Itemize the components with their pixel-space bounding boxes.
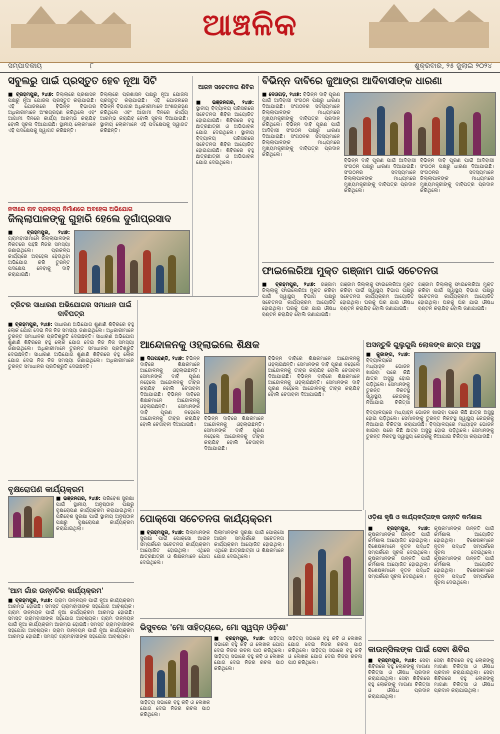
story-13-body-col3: ସାହିତ୍ୟ ସଭାରେ ବହୁ କବି ଓ ଲେଖକ ଯୋଗ ଦେଇ ନିଜର ରଚନା ପାଠ କରିଥିଲେ।: [140, 700, 210, 718]
dateline: [0, 62, 500, 71]
photo-person-figure: [157, 670, 165, 697]
headline-story-13: ଭିସୁବରେ 'ମୋ ସାହିତ୍ୟରେ, ମୋ ସ୍ୱପ୍ନ ଓଡ଼ିଶା': [140, 622, 289, 632]
photo-person-figure: [180, 650, 188, 697]
photo-person-figure: [117, 244, 125, 293]
headline-story-10: ପୋକ୍ସୋ ସଚେତନତା କାର୍ଯ୍ୟକ୍ରମ: [140, 514, 272, 525]
section-rule: [8, 582, 134, 583]
photo-sick-students: [414, 352, 496, 408]
photo-person-figure: [390, 122, 398, 155]
photo-person-figure: [168, 660, 176, 697]
photo-person-figure: [156, 265, 164, 293]
photo-collector-meeting: [74, 230, 190, 294]
photo-person-figure: [305, 563, 313, 615]
headline-story-3: ବିଭିନ୍ନ ଦାବିରେ ଜୁଆଙ୍ଗ ଆଦିବାସୀଙ୍କ ଧାରଣା: [262, 76, 443, 87]
photo-person-figure: [404, 112, 412, 155]
headline-story-1: ସବୁଲରୁ ପାଇଁ ପ୍ରସ୍ତୁତ ହେବ ନୂଆ ସିଟି: [8, 76, 157, 87]
column-divider: [192, 76, 193, 296]
story-7-body-col3: ବିଭିନ୍ନ ଦାବିରେ ଶିକ୍ଷକମାନେ ଆନ୍ଦୋଳନକୁ ଓହ୍ଲାଇଛନ୍ତି। ସେମାନଙ୍କ ଦାବି ପୂରଣ ନହେଲେ ଆନ୍ଦୋଳନକୁ ତୀବ୍ର କରାଯିବ ବୋଲି ଚେତାବନୀ ଦିଆଯାଇଛି। ବିଭିନ୍ନ ଦାବିରେ ଶିକ୍ଷକମାନେ ଆନ୍ଦୋଳନକୁ ଓହ୍ଲାଇଛନ୍ତି। ସେମାନଙ୍କ ଦାବି ପୂରଣ ନହେଲେ ଆନ୍ଦୋଳନକୁ ତୀବ୍ର କରାଯିବ ବୋଲି ଚେତାବନୀ ଦିଆଯାଇଛି।: [268, 356, 360, 398]
photo-person-figure: [330, 570, 338, 615]
story-10-body-col2: ପିଲାମାନଙ୍କ ସୁରକ୍ଷା ପାଇଁ ପୋକ୍ସୋ ଆଇନ ସମ୍ପର୍କରେ ସଚେତନତା କାର୍ଯ୍ୟକ୍ରମ ଆୟୋଜିତ ହୋଇଥିଲା। ଏଥିରେ ଛାତ୍ରଛାତ୍ରୀ ଓ ଶିକ୍ଷକମାନେ ଯୋଗ ଦେଇଥିଲେ।: [214, 530, 284, 560]
edition-label: ସମ୍ପାଦକୀୟ: [8, 62, 42, 70]
section-rule: [140, 618, 362, 619]
headline-story-8: ଅସନ୍ତୁଳି ଗୁଲୁଗୁଲି ଲୋକଙ୍କ ଛାତ୍ର ଅସୁସ୍ଥ: [366, 340, 481, 349]
photo-person-figure: [459, 122, 467, 155]
photo-person-figure: [24, 506, 32, 537]
masthead: [0, 0, 500, 63]
story-8-body: ■ କୁଜାଙ୍ଗ, ୨୪ା୭: ବିଦ୍ୟାଳୟରେ ମଧ୍ୟାହ୍ନ ଭୋଜନ ଖାଇବା ପରେ କିଛି ଛାତ୍ର ଅସୁସ୍ଥ ହୋଇ ପଡ଼ିଥିଲେ। ସେମାନଙ୍କୁ ତୁରନ୍ତ ନିକଟସ୍ଥ ସ୍ୱାସ୍ଥ୍ୟ କେନ୍ଦ୍ରକୁ ନିଆଯାଇ ଚିକିତ୍ସା: [366, 352, 410, 406]
photo-person-figure: [233, 388, 241, 413]
photo-person-figure: [13, 512, 21, 537]
story-8-body-col2: ବିଦ୍ୟାଳୟରେ ମଧ୍ୟାହ୍ନ ଭୋଜନ ଖାଇବା ପରେ କିଛି ଛାତ୍ର ଅସୁସ୍ଥ ହୋଇ ପଡ଼ିଥିଲେ। ସେମାନଙ୍କୁ ତୁରନ୍ତ ନିକଟସ୍ଥ ସ୍ୱାସ୍ଥ୍ୟ କେନ୍ଦ୍ରକୁ ନିଆଯାଇ ଚିକିତ୍ସା କରାଯାଉଛି। ବିଦ୍ୟାଳୟରେ ମଧ୍ୟାହ୍ନ ଭୋଜନ ଖାଇବା ପରେ କିଛି ଛାତ୍ର ଅସୁସ୍ଥ ହୋଇ ପଡ଼ିଥିଲେ। ସେମାନଙ୍କୁ ତୁରନ୍ତ ନିକଟସ୍ଥ ସ୍ୱାସ୍ଥ୍ୟ କେନ୍ଦ୍ରକୁ ନିଆଯାଇ ଚିକିତ୍ସା କରାଯାଉଛି।: [366, 410, 494, 440]
headline-story-14: କାଉନ୍ସିଲଙ୍କ ପାଇଁ ସେବା ଶିବିର: [368, 644, 470, 654]
issue-date: ଶୁକ୍ରବାର, ୨୫ ଜୁଲାଇ ୨୦୨୪: [414, 62, 492, 70]
photo-person-figure: [343, 556, 351, 615]
section-title: ଆଞ୍ଚଳିକ: [202, 8, 298, 43]
story-10-body: ■ ବ୍ରହ୍ମପୁର, ୨୪ା୭: ପିଲାମାନଙ୍କ ସୁରକ୍ଷା ପାଇଁ ପୋକ୍ସୋ ଆଇନ ସମ୍ପର୍କରେ ସଚେତନତା କାର୍ଯ୍ୟକ୍ରମ ଆୟୋଜିତ ହୋଇଥିଲା। ଏଥିରେ ଛାତ୍ରଛାତ୍ରୀ ଓ ଶିକ୍ଷକମାନେ ଯୋଗ ଦେଇଥିଲେ।: [140, 530, 210, 566]
section-rule: [140, 510, 362, 511]
column-divider: [137, 300, 138, 550]
photo-person-figure: [143, 250, 151, 293]
photo-person-figure: [419, 365, 427, 407]
photo-person-figure: [377, 106, 385, 155]
photo-person-figure: [79, 250, 87, 293]
headline-story-2: ଆଜନ ସଚେତନତା ଶିବିର: [198, 84, 254, 91]
story-3-body-col2: ବିଭିନ୍ନ ଦାବି ପୂରଣ ପାଇଁ ଆଦିବାସୀ ସଂଗଠନ ପକ୍ଷରୁ ଧାରଣା ଦିଆଯାଇଛି। ସଂଗଠନର ସଦସ୍ୟମାନେ ଜିଲ୍ଲାପାଳଙ୍କ ମାଧ୍ୟମରେ ମୁଖ୍ୟମନ୍ତ୍ରୀଙ୍କୁ ଦାବିପତ୍ର ପ୍ରଦାନ କରିଥିଲେ।: [344, 158, 416, 194]
section-rule: [368, 640, 494, 641]
photo-person-figure: [349, 127, 357, 155]
section-rule: [8, 202, 188, 203]
story-5-body-col2: ଗଞ୍ଜାମ ଜିଲ୍ଲାକୁ ଫାଇଲେରିଆ ମୁକ୍ତ କରିବା ପାଇଁ ସ୍ୱାସ୍ଥ୍ୟ ବିଭାଗ ପକ୍ଷରୁ ସଚେତନତା କାର୍ଯ୍ୟକ୍ରମ ଆୟୋଜିତ ହୋଇଥିଲା। ଘରକୁ ଘର ଯାଇ ଔଷଧ ବଣ୍ଟନ କରାଯିବ ବୋଲି ଜଣାଯାଇଛି।: [340, 282, 414, 312]
story-2-body: ■ ଭଞ୍ଜନଗର, ୨୪ା୭: ସ୍ଥାନୀୟ ବିଦ୍ୟାଳୟ ପରିସରରେ ସଚେତନତା ଶିବିର ଆୟୋଜିତ ହୋଇଯାଇଛି। ଶିବିରରେ ବହୁ ଛାତ୍ରଛାତ୍ରୀ ଓ ଅଭିଭାବକ ଯୋଗ ଦେଇଥିଲେ। ସ୍ଥାନୀୟ ବିଦ୍ୟାଳୟ ପରିସରରେ ସଚେତନତା ଶିବିର ଆୟୋଜିତ ହୋଇଯାଇଛି। ଶିବିରରେ ବହୁ ଛାତ୍ରଛାତ୍ରୀ ଓ ଅଭିଭାବକ ଯୋଗ ଦେଇଥିଲେ।: [196, 100, 254, 166]
photo-person-figure: [221, 374, 229, 413]
story-11-body-col2: କୃଷକମାନଙ୍କ ଉନ୍ନତି ପାଇଁ କର୍ମଶାଳା ଆୟୋଜିତ ହୋଇଥିଲା। ବିଶେଷଜ୍ଞମାନେ ନୂତନ ପଦ୍ଧତି ସମ୍ପର୍କରେ ସୂଚନା ଦେଇଥିଲେ। କୃଷକମାନଙ୍କ ଉନ୍ନତି ପାଇଁ କର୍ମଶାଳା ଆୟୋଜିତ ହୋଇଥିଲା। ବିଶେଷଜ୍ଞମାନେ ନୂତନ ପଦ୍ଧତି ସମ୍ପର୍କରେ ସୂଚନା ଦେଇଥିଲେ।: [434, 526, 494, 586]
photo-person-figure: [145, 655, 153, 697]
photo-person-figure: [446, 369, 454, 407]
headline-story-12: 'ଆମ ଗାଁର ଉନ୍ନତିର କାର୍ଯ୍ୟକ୍ରମ': [8, 586, 104, 595]
temple-illustration-right: [364, 4, 494, 50]
column-divider: [258, 76, 259, 296]
story-11-body: ■ ବ୍ରହ୍ମପୁର, ୨୪ା୭: କୃଷକମାନଙ୍କ ଉନ୍ନତି ପାଇଁ କର୍ମଶାଳା ଆୟୋଜିତ ହୋଇଥିଲା। ବିଶେଷଜ୍ଞମାନେ ନୂତନ ପଦ୍ଧତି ସମ୍ପର୍କରେ ସୂଚନା ଦେଇଥିଲେ। କୃଷକମାନଙ୍କ ଉନ୍ନତି ପାଇଁ କର୍ମଶାଳା ଆୟୋଜିତ ହୋଇଥିଲା। ବିଶେଷଜ୍ଞମାନେ ନୂତନ ପଦ୍ଧତି ସମ୍ପର୍କରେ ସୂଚନା ଦେଇଥିଲେ।: [368, 526, 430, 580]
column-divider: [365, 510, 366, 734]
headline-story-11: ଓଡ଼ିଶା କୃଷି ଓ କାର୍ଯ୍ୟକର୍ତ୍ତାଙ୍କ ଉନ୍ନତି କର୍ମଶାଳା: [368, 514, 482, 521]
photo-person-figure: [105, 255, 113, 293]
photo-person-figure: [92, 265, 100, 293]
story-12-body: ■ ବ୍ରହ୍ମପୁର, ୨୪ା୭: ଗ୍ରାମ ଉନ୍ନୟନ ପାଇଁ ନୂଆ କାର୍ଯ୍ୟକ୍ରମ ଆରମ୍ଭ ହୋଇଛି। ସମସ୍ତ ଗ୍ରାମବାସୀଙ୍କ ସହଯୋଗ ଆବଶ୍ୟକ। ଗ୍ରାମ ଉନ୍ନୟନ ପାଇଁ ନୂଆ କାର୍ଯ୍ୟକ୍ରମ ଆରମ୍ଭ ହୋଇଛି। ସମସ୍ତ ଗ୍ରାମବାସୀଙ୍କ ସହଯୋଗ ଆବଶ୍ୟକ। ଗ୍ରାମ ଉନ୍ନୟନ ପାଇଁ ନୂଆ କାର୍ଯ୍ୟକ୍ରମ ଆରମ୍ଭ ହୋଇଛି। ସମସ୍ତ ଗ୍ରାମବାସୀଙ୍କ ସହଯୋଗ ଆବଶ୍ୟକ। ଗ୍ରାମ ଉନ୍ନୟନ ପାଇଁ ନୂଆ କାର୍ଯ୍ୟକ୍ରମ ଆରମ୍ଭ ହୋଇଛି। ସମସ୍ତ ଗ୍ରାମବାସୀଙ୍କ ସହଯୋଗ ଆବଶ୍ୟକ।: [8, 598, 134, 640]
story-6-body: ■ ବ୍ରହ୍ମପୁର, ୨୪ା୭: ସାଧାରଣ ଅଭିଯୋଗ ଶୁଣାଣି ଶିବିରରେ ବହୁ ଲୋକ ଯୋଗ ଦେଇ ନିଜ ନିଜ ସମସ୍ୟା ଜଣାଇଥିଲେ। ଅଧିକାରୀମାନେ ତୁରନ୍ତ ସମାଧାନର ପ୍ରତିଶ୍ରୁତି ଦେଇଛନ୍ତି। ସାଧାରଣ ଅଭିଯୋଗ ଶୁଣାଣି ଶିବିରରେ ବହୁ ଲୋକ ଯୋଗ ଦେଇ ନିଜ ନିଜ ସମସ୍ୟା ଜଣାଇଥିଲେ। ଅଧିକାରୀମାନେ ତୁରନ୍ତ ସମାଧାନର ପ୍ରତିଶ୍ରୁତି ଦେଇଛନ୍ତି। ସାଧାରଣ ଅଭିଯୋଗ ଶୁଣାଣି ଶିବିରରେ ବହୁ ଲୋକ ଯୋଗ ଦେଇ ନିଜ ନିଜ ସମସ୍ୟା ଜଣାଇଥିଲେ। ଅଧିକାରୀମାନେ ତୁରନ୍ତ ସମାଧାନର ପ୍ରତିଶ୍ରୁତି ଦେଇଛନ୍ତି।: [8, 322, 134, 370]
photo-person-figure: [34, 516, 42, 537]
story-7-body-col2: ବିଭିନ୍ନ ଦାବିରେ ଶିକ୍ଷକମାନେ ଆନ୍ଦୋଳନକୁ ଓହ୍ଲାଇଛନ୍ତି। ସେମାନଙ୍କ ଦାବି ପୂରଣ ନହେଲେ ଆନ୍ଦୋଳନକୁ ତୀବ୍ର କରାଯିବ ବୋଲି ଚେତାବନୀ ଦିଆଯାଇଛି।: [204, 416, 264, 452]
photo-person-figure: [168, 255, 176, 293]
headline-story-6: ଟ୍ରିଟର ସାଧାରଣ ଅଭିଯୋଗର ସମାଧାନ ପାଇଁ ଦାବିପତ୍ର: [10, 300, 132, 318]
story-4-body: ■ ବ୍ରହ୍ମପୁର, ୨୪ା୭: ଗ୍ରାମବାସୀମାନେ ଜିଲ୍ଲାପାଳଙ୍କ ନିକଟରେ ପହଞ୍ଚି ନିଜର ସମସ୍ୟା ଜଣାଇଥିଲେ। ପ୍ରକଳ୍ପ କାର୍ଯ୍ୟରେ ଅବହେଳା ହେଉଥିବା ଅଭିଯୋଗ କରି ତୁରନ୍ତ ପଦକ୍ଷେପ ନେବାକୁ ଦାବି କରାଯାଇଛି।: [8, 230, 70, 278]
photo-person-figure: [318, 549, 326, 615]
headline-story-5: ଫାଇଲେରିଆ ମୁକ୍ତ ଗଞ୍ଜାମ ପାଇଁ ସଚେତନତା: [262, 266, 439, 277]
story-1-body-col2: ଜିଲ୍ଲାରେ ପ୍ରଶାସନ ପକ୍ଷରୁ ନୂଆ ଯୋଜନା ପ୍ରସ୍ତୁତ କରାଯାଇଛି। ଏହି ଯୋଜନାରେ ବିଭିନ୍ନ ବିଭାଗର ଅଧିକାରୀମାନେ ଅଂଶଗ୍ରହଣ କରିଥିଲେ ଏବଂ ଆଗାମୀ ଦିନରେ କାର୍ଯ୍ୟ ଆରମ୍ଭ କରାଯିବ ବୋଲି ସୂଚନା ଦିଆଯାଇଛି। ସ୍ଥାନୀୟ ଲୋକମାନେ ଏହି ପଦକ୍ଷେପକୁ ସ୍ୱାଗତ କରିଛନ୍ତି।: [100, 92, 188, 134]
story-14-body-col2: ସେବା ଶିବିରରେ ବହୁ ଲୋକଙ୍କୁ ମାଗଣା ଚିକିତ୍ସା ଓ ଔଷଧ ପ୍ରଦାନ କରାଯାଇଥିଲା। ସେବା ଶିବିରରେ ବହୁ ଲୋକଙ୍କୁ ମାଗଣା ଚିକିତ୍ସା ଓ ଔଷଧ ପ୍ରଦାନ କରାଯାଇଥିଲା।: [434, 658, 494, 694]
photo-person-figure: [245, 378, 253, 413]
story-1-body: ■ ବ୍ରହ୍ମପୁର, ୨୪ା୭: ଜିଲ୍ଲାରେ ପ୍ରଶାସନ ପକ୍ଷରୁ ନୂଆ ଯୋଜନା ପ୍ରସ୍ତୁତ କରାଯାଇଛି। ଏହି ଯୋଜନାରେ ବିଭିନ୍ନ ବିଭାଗର ଅଧିକାରୀମାନେ ଅଂଶଗ୍ରହଣ କରିଥିଲେ ଏବଂ ଆଗାମୀ ଦିନରେ କାର୍ଯ୍ୟ ଆରମ୍ଭ କରାଯିବ ବୋଲି ସୂଚନା ଦିଆଯାଇଛି। ସ୍ଥାନୀୟ ଲୋକମାନେ ଏହି ପଦକ୍ଷେପକୁ ସ୍ୱାଗତ କରିଛନ୍ତି।: [8, 92, 96, 134]
photo-person-figure: [209, 383, 217, 413]
column-divider: [363, 340, 364, 510]
photo-person-figure: [473, 112, 481, 155]
story-5-body-col3: ଗଞ୍ଜାମ ଜିଲ୍ଲାକୁ ଫାଇଲେରିଆ ମୁକ୍ତ କରିବା ପାଇଁ ସ୍ୱାସ୍ଥ୍ୟ ବିଭାଗ ପକ୍ଷରୁ ସଚେତନତା କାର୍ଯ୍ୟକ୍ରମ ଆୟୋଜିତ ହୋଇଥିଲା। ଘରକୁ ଘର ଯାଇ ଔଷଧ ବଣ୍ଟନ କରାଯିବ ବୋଲି ଜଣାଯାଇଛି।: [418, 282, 494, 312]
photo-person-figure: [191, 665, 199, 697]
photo-literature-meet: [140, 636, 212, 698]
photo-person-figure: [446, 106, 454, 155]
story-7-body: ■ ଦିଗପହଣ୍ଡି, ୨୪ା୭: ବିଭିନ୍ନ ଦାବିରେ ଶିକ୍ଷକମାନେ ଆନ୍ଦୋଳନକୁ ଓହ୍ଲାଇଛନ୍ତି। ସେମାନଙ୍କ ଦାବି ପୂରଣ ନହେଲେ ଆନ୍ଦୋଳନକୁ ତୀବ୍ର କରାଯିବ ବୋଲି ଚେତାବନୀ ଦିଆଯାଇଛି। ବିଭିନ୍ନ ଦାବିରେ ଶିକ୍ଷକମାନେ ଆନ୍ଦୋଳନକୁ ଓହ୍ଲାଇଛନ୍ତି। ସେମାନଙ୍କ ଦାବି ପୂରଣ ନହେଲେ ଆନ୍ଦୋଳନକୁ ତୀବ୍ର କରାଯିବ ବୋଲି ଚେତାବନୀ ଦିଆଯାଇଛି।: [140, 356, 200, 428]
photo-person-figure: [363, 117, 371, 155]
headline-story-7: ଆନ୍ଦୋଳନକୁ ଓହ୍ଲାଇଲେ ଶିକ୍ଷକ: [140, 340, 260, 351]
photo-person-figure: [418, 127, 426, 155]
photo-person-figure: [460, 383, 468, 407]
story-13-body-col2: ସାହିତ୍ୟ ସଭାରେ ବହୁ କବି ଓ ଲେଖକ ଯୋଗ ଦେଇ ନିଜର ରଚନା ପାଠ କରିଥିଲେ। ସାହିତ୍ୟ ସଭାରେ ବହୁ କବି ଓ ଲେଖକ ଯୋଗ ଦେଇ ନିଜର ରଚନା ପାଠ କରିଥିଲେ।: [288, 636, 362, 666]
photo-tribal-protest: [344, 92, 496, 156]
page-number: ୮: [90, 62, 94, 70]
story-3-body: ■ ଦେଓଗଡ଼, ୨୪ା୭: ବିଭିନ୍ନ ଦାବି ପୂରଣ ପାଇଁ ଆଦିବାସୀ ସଂଗଠନ ପକ୍ଷରୁ ଧାରଣା ଦିଆଯାଇଛି। ସଂଗଠନର ସଦସ୍ୟମାନେ ଜିଲ୍ଲାପାଳଙ୍କ ମାଧ୍ୟମରେ ମୁଖ୍ୟମନ୍ତ୍ରୀଙ୍କୁ ଦାବିପତ୍ର ପ୍ରଦାନ କରିଥିଲେ। ବିଭିନ୍ନ ଦାବି ପୂରଣ ପାଇଁ ଆଦିବାସୀ ସଂଗଠନ ପକ୍ଷରୁ ଧାରଣା ଦିଆଯାଇଛି। ସଂଗଠନର ସଦସ୍ୟମାନେ ଜିଲ୍ଲାପାଳଙ୍କ ମାଧ୍ୟମରେ ମୁଖ୍ୟମନ୍ତ୍ରୀଙ୍କୁ ଦାବିପତ୍ର ପ୍ରଦାନ କରିଥିଲେ।: [262, 92, 340, 158]
section-rule: [262, 262, 494, 263]
photo-person-figure: [433, 378, 441, 407]
headline-story-9: ବୃକ୍ଷରୋପଣ କାର୍ଯ୍ୟକ୍ରମ: [8, 484, 84, 494]
photo-pocso-program: [288, 530, 364, 616]
story-9-body: ■ ଭଞ୍ଜନଗର, ୨୪ା୭: ପରିବେଶ ସୁରକ୍ଷା ପାଇଁ ସ୍ଥାନୀୟ ଅନୁଷ୍ଠାନ ପକ୍ଷରୁ ବୃକ୍ଷରୋପଣ କାର୍ଯ୍ୟକ୍ରମ କରାଯାଇଥିଲା। ପରିବେଶ ସୁରକ୍ଷା ପାଇଁ ସ୍ଥାନୀୟ ଅନୁଷ୍ଠାନ ପକ୍ଷରୁ ବୃକ୍ଷରୋପଣ କାର୍ଯ୍ୟକ୍ରମ କରାଯାଇଥିଲା।: [56, 496, 134, 532]
story-3-body-col3: ବିଭିନ୍ନ ଦାବି ପୂରଣ ପାଇଁ ଆଦିବାସୀ ସଂଗଠନ ପକ୍ଷରୁ ଧାରଣା ଦିଆଯାଇଛି। ସଂଗଠନର ସଦସ୍ୟମାନେ ଜିଲ୍ଲାପାଳଙ୍କ ମାଧ୍ୟମରେ ମୁଖ୍ୟମନ୍ତ୍ରୀଙ୍କୁ ଦାବିପତ୍ର ପ୍ରଦାନ କରିଥିଲେ।: [420, 158, 494, 194]
photo-person-figure: [293, 577, 301, 615]
photo-person-figure: [130, 260, 138, 293]
section-rule: [8, 480, 134, 481]
photo-person-figure: [432, 117, 440, 155]
story-14-body: ■ ବ୍ରହ୍ମପୁର, ୨୪ା୭: ସେବା ଶିବିରରେ ବହୁ ଲୋକଙ୍କୁ ମାଗଣା ଚିକିତ୍ସା ଓ ଔଷଧ ପ୍ରଦାନ କରାଯାଇଥିଲା। ସେବା ଶିବିରରେ ବହୁ ଲୋକଙ୍କୁ ମାଗଣା ଚିକିତ୍ସା ଓ ଔଷଧ ପ୍ରଦାନ କରାଯାଇଥିଲା।: [368, 658, 430, 700]
section-rule: [8, 296, 258, 297]
headline-story-4: ଜିଲ୍ଲାପାଳଙ୍କୁ ଗୁହାରି ହେଲେ ଦୁର୍ଗାପ୍ରସାଦ: [8, 214, 172, 225]
photo-teachers-protest: [204, 356, 266, 414]
kicker-story-4: ନଦୀରେ ନାବ ପ୍ରକଳ୍ପ ନିର୍ମାଣରେ ଅବହେଳା ଅଭିଯୋଗ: [8, 206, 133, 213]
masthead-rule: [0, 72, 500, 73]
photo-person-figure: [473, 374, 481, 407]
story-13-body: ■ ବ୍ରହ୍ମପୁର, ୨୪ା୭: ସାହିତ୍ୟ ସଭାରେ ବହୁ କବି ଓ ଲେଖକ ଯୋଗ ଦେଇ ନିଜର ରଚନା ପାଠ କରିଥିଲେ। ସାହିତ୍ୟ ସଭାରେ ବହୁ କବି ଓ ଲେଖକ ଯୋଗ ଦେଇ ନିଜର ରଚନା ପାଠ କରିଥିଲେ।: [214, 636, 284, 672]
photo-tree-plantation: [8, 496, 54, 538]
story-5-body: ■ ବ୍ରହ୍ମପୁର, ୨୪ା୭: ଗଞ୍ଜାମ ଜିଲ୍ଲାକୁ ଫାଇଲେରିଆ ମୁକ୍ତ କରିବା ପାଇଁ ସ୍ୱାସ୍ଥ୍ୟ ବିଭାଗ ପକ୍ଷରୁ ସଚେତନତା କାର୍ଯ୍ୟକ୍ରମ ଆୟୋଜିତ ହୋଇଥିଲା। ଘରକୁ ଘର ଯାଇ ଔଷଧ ବଣ୍ଟନ କରାଯିବ ବୋଲି ଜଣାଯାଇଛି।: [262, 282, 336, 318]
